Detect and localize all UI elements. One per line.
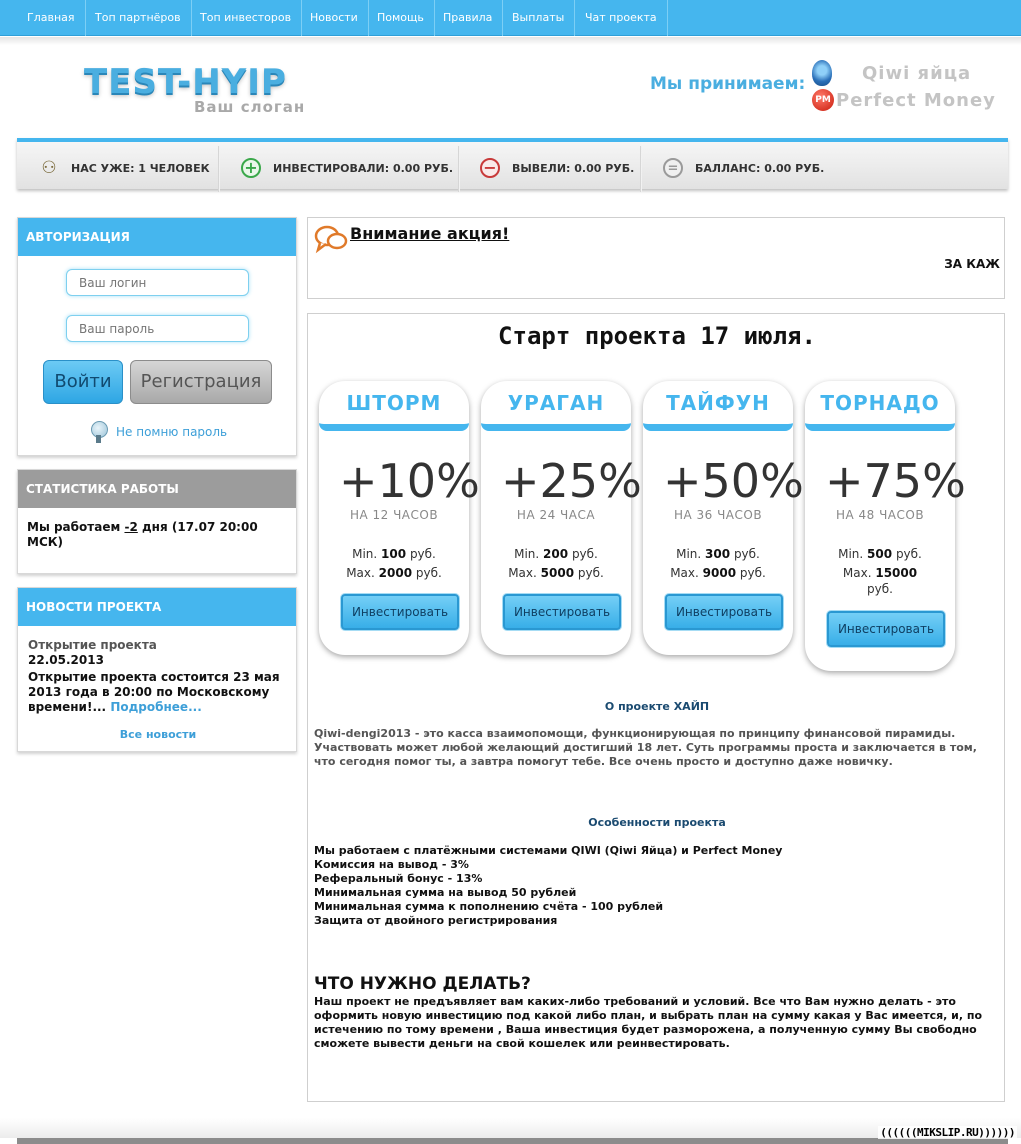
stat-divider bbox=[218, 146, 220, 192]
stat-divider bbox=[640, 146, 642, 192]
auth-box bbox=[17, 217, 297, 456]
plan-max bbox=[643, 565, 793, 581]
work-days: -2 bbox=[124, 520, 138, 534]
about-text: Qiwi-dengi2013 - это касса взаимопомощи, функционирующая по принципу финансовой пирамиды. Участвовать может любой желающий достигший 18 лет. Суть программы проста и заключается в том, что сегодня помог ты, а завтра помогут тебе. Все очень просто и доступно даже новичку. bbox=[314, 727, 977, 768]
feature-item: Мы работаем с платёжными системами QIWI (Qiwi Яйца) и Perfect Money bbox=[314, 844, 783, 857]
top-nav bbox=[0, 0, 1021, 36]
plan-percent: +10% bbox=[339, 454, 480, 508]
work-stats-suffix: дня (17.07 20:00 МСК) bbox=[27, 520, 258, 549]
plan-percent: +25% bbox=[501, 454, 642, 508]
news-item-date: 22.05.2013 bbox=[28, 653, 104, 667]
plan-card-tornado bbox=[805, 381, 966, 671]
payment-qiwi: Qiwi яйца bbox=[862, 63, 972, 84]
plus-icon: + bbox=[241, 158, 261, 178]
all-news-link[interactable]: Все новости bbox=[119, 728, 197, 741]
nav-home[interactable]: Главная bbox=[17, 0, 86, 36]
news-item-header bbox=[28, 638, 288, 668]
stat-withdrawn-text: ВЫВЕЛИ: 0.00 РУБ. bbox=[512, 161, 635, 175]
news-item-title: Открытие проекта bbox=[28, 638, 157, 652]
feature-item: Защита от двойного регистрирования bbox=[314, 914, 558, 927]
invest-button[interactable]: Инвестировать bbox=[341, 594, 459, 630]
invest-button[interactable]: Инвестировать bbox=[503, 594, 621, 630]
promo-box bbox=[307, 217, 1005, 299]
nav-top-partners[interactable]: Топ партнёров bbox=[85, 0, 192, 36]
invest-button[interactable]: Инвестировать bbox=[827, 611, 945, 647]
plan-name: ТОРНАДО bbox=[805, 381, 955, 431]
plan-card-hurricane bbox=[481, 381, 642, 655]
login-input[interactable] bbox=[66, 269, 249, 296]
plan-card-storm bbox=[319, 381, 480, 655]
features-list bbox=[314, 844, 998, 928]
plan-max-value: 9000 bbox=[702, 566, 737, 580]
plan-currency: руб. bbox=[409, 547, 436, 561]
plan-period: НА 48 ЧАСОВ bbox=[835, 508, 925, 522]
password-input[interactable] bbox=[66, 315, 249, 342]
plan-percent: +50% bbox=[663, 454, 804, 508]
nav-help[interactable]: Помощь bbox=[367, 0, 435, 36]
plan-percent: +75% bbox=[825, 454, 966, 508]
register-button[interactable]: Регистрация bbox=[130, 360, 272, 404]
plan-min-label: Min. bbox=[352, 547, 378, 561]
news-more-link[interactable]: Подробнее... bbox=[110, 700, 202, 714]
stat-balance-text: БАЛЛАНС: 0.00 РУБ. bbox=[695, 161, 825, 175]
plan-name: ШТОРМ bbox=[319, 381, 469, 431]
features-title: Особенности проекта bbox=[588, 816, 726, 829]
plan-max bbox=[805, 565, 955, 597]
invest-button[interactable]: Инвестировать bbox=[665, 594, 783, 630]
plan-max-value: 15000 bbox=[875, 566, 918, 580]
plan-min-value: 300 bbox=[705, 547, 731, 561]
todo-title: ЧТО НУЖНО ДЕЛАТЬ? bbox=[314, 974, 531, 994]
key-icon bbox=[90, 421, 108, 443]
plan-min-label: Min. bbox=[676, 547, 702, 561]
plan-max-label: Max. bbox=[346, 566, 375, 580]
plan-currency: руб. bbox=[733, 547, 760, 561]
stat-divider bbox=[458, 146, 460, 192]
plan-max-value: 2000 bbox=[378, 566, 413, 580]
plan-min-value: 500 bbox=[867, 547, 893, 561]
stat-invested-text: ИНВЕСТИРОВАЛИ: 0.00 РУБ. bbox=[273, 161, 454, 175]
plan-name: ТАЙФУН bbox=[643, 381, 793, 431]
news-box bbox=[17, 587, 297, 752]
about-title: О проекте ХАЙП bbox=[604, 700, 710, 713]
perfect-money-icon: PM bbox=[812, 89, 834, 111]
footer-bar bbox=[17, 1138, 1008, 1144]
work-stats-title: СТАТИСТИКА РАБОТЫ bbox=[18, 470, 296, 508]
chat-bubbles-icon bbox=[314, 224, 348, 254]
todo-text: Наш проект не предъявляет вам каких-либо требований и условий. Все что Вам нужно делать - это оформить новую инвестицию под какой либо план, и выбрать план на сумму какая у Вас имеется, и, по истечению по тому времени , Ваша инвестиция будет разморожена, а полученную сумму Вы свободно сможете вывести деньги на свой кошелек или реинвестировать. bbox=[314, 995, 983, 1050]
login-button[interactable]: Войти bbox=[43, 360, 123, 404]
plan-min bbox=[481, 546, 631, 562]
work-stats-text bbox=[27, 520, 287, 550]
stat-balance bbox=[663, 146, 824, 190]
main-content bbox=[307, 313, 1005, 1102]
accept-label: Мы принимаем: bbox=[650, 74, 806, 94]
plan-max bbox=[481, 565, 631, 581]
watermark: ((((((MIKSLIP.RU)))))) bbox=[880, 1126, 1015, 1139]
site-slogan: Ваш слоган bbox=[194, 98, 306, 116]
nav-chat[interactable]: Чат проекта bbox=[575, 0, 668, 36]
site-logo[interactable]: TEST-HYIP bbox=[84, 62, 287, 102]
plan-currency: руб. bbox=[867, 582, 893, 596]
plan-currency: руб. bbox=[415, 566, 442, 580]
plan-min bbox=[643, 546, 793, 562]
nav-payouts[interactable]: Выплаты bbox=[502, 0, 575, 36]
work-stats-prefix: Мы работаем bbox=[27, 520, 125, 534]
feature-item: Минимальная сумма на вывод 50 рублей bbox=[314, 886, 577, 899]
nav-rules[interactable]: Правила bbox=[433, 0, 503, 36]
nav-news[interactable]: Новости bbox=[300, 0, 369, 36]
plan-name: УРАГАН bbox=[481, 381, 631, 431]
plan-min-label: Min. bbox=[514, 547, 540, 561]
feature-item: Минимальная сумма к пополнению счёта - 100 рублей bbox=[314, 900, 664, 913]
payment-perfect-money: Perfect Money bbox=[836, 90, 996, 111]
plan-currency: руб. bbox=[739, 566, 766, 580]
main-title: Старт проекта 17 июля. bbox=[498, 322, 816, 350]
plan-min bbox=[319, 546, 469, 562]
news-item-text: Открытие проекта состоится 23 мая 2013 года в 20:00 по Московскому времени!... bbox=[28, 670, 280, 714]
nav-shadow bbox=[0, 37, 1021, 45]
plan-min bbox=[805, 546, 955, 562]
plan-period: НА 24 ЧАСА bbox=[516, 508, 596, 522]
plan-min-label: Min. bbox=[838, 547, 864, 561]
qiwi-icon bbox=[812, 60, 832, 86]
forgot-password-link[interactable] bbox=[90, 421, 227, 443]
plan-max bbox=[319, 565, 469, 581]
nav-top-investors[interactable]: Топ инвесторов bbox=[190, 0, 302, 36]
promo-marquee: ЗА КАЖ bbox=[944, 257, 1000, 271]
plan-max-label: Max. bbox=[842, 566, 872, 580]
stats-bar bbox=[17, 138, 1008, 189]
plan-max-value: 5000 bbox=[540, 566, 575, 580]
news-item-body bbox=[28, 670, 292, 715]
news-title: НОВОСТИ ПРОЕКТА bbox=[18, 588, 296, 626]
plan-min-value: 100 bbox=[381, 547, 407, 561]
plan-currency: руб. bbox=[895, 547, 922, 561]
plan-min-value: 200 bbox=[543, 547, 569, 561]
promo-title: Внимание акция! bbox=[350, 224, 510, 243]
forgot-password-label[interactable]: Не помню пароль bbox=[116, 425, 228, 439]
users-icon: ⚇ bbox=[41, 157, 57, 178]
plan-currency: руб. bbox=[577, 566, 604, 580]
plan-period: НА 12 ЧАСОВ bbox=[349, 508, 439, 522]
plan-currency: руб. bbox=[571, 547, 598, 561]
footer-shadow bbox=[0, 1118, 1021, 1138]
plan-card-typhoon bbox=[643, 381, 804, 655]
feature-item: Комиссия на вывод - 3% bbox=[314, 858, 469, 871]
stat-invested bbox=[241, 146, 453, 190]
work-stats-box bbox=[17, 469, 297, 574]
balance-icon: = bbox=[663, 158, 683, 178]
stat-withdrawn bbox=[480, 146, 634, 190]
plan-period: НА 36 ЧАСОВ bbox=[673, 508, 763, 522]
auth-title: АВТОРИЗАЦИЯ bbox=[18, 218, 296, 256]
plan-max-label: Max. bbox=[508, 566, 537, 580]
stat-users-text: НАС УЖЕ: 1 ЧЕЛОВЕК bbox=[71, 161, 210, 175]
minus-icon: − bbox=[480, 158, 500, 178]
stat-users bbox=[39, 146, 210, 190]
plan-max-label: Max. bbox=[670, 566, 699, 580]
feature-item: Реферальный бонус - 13% bbox=[314, 872, 483, 885]
